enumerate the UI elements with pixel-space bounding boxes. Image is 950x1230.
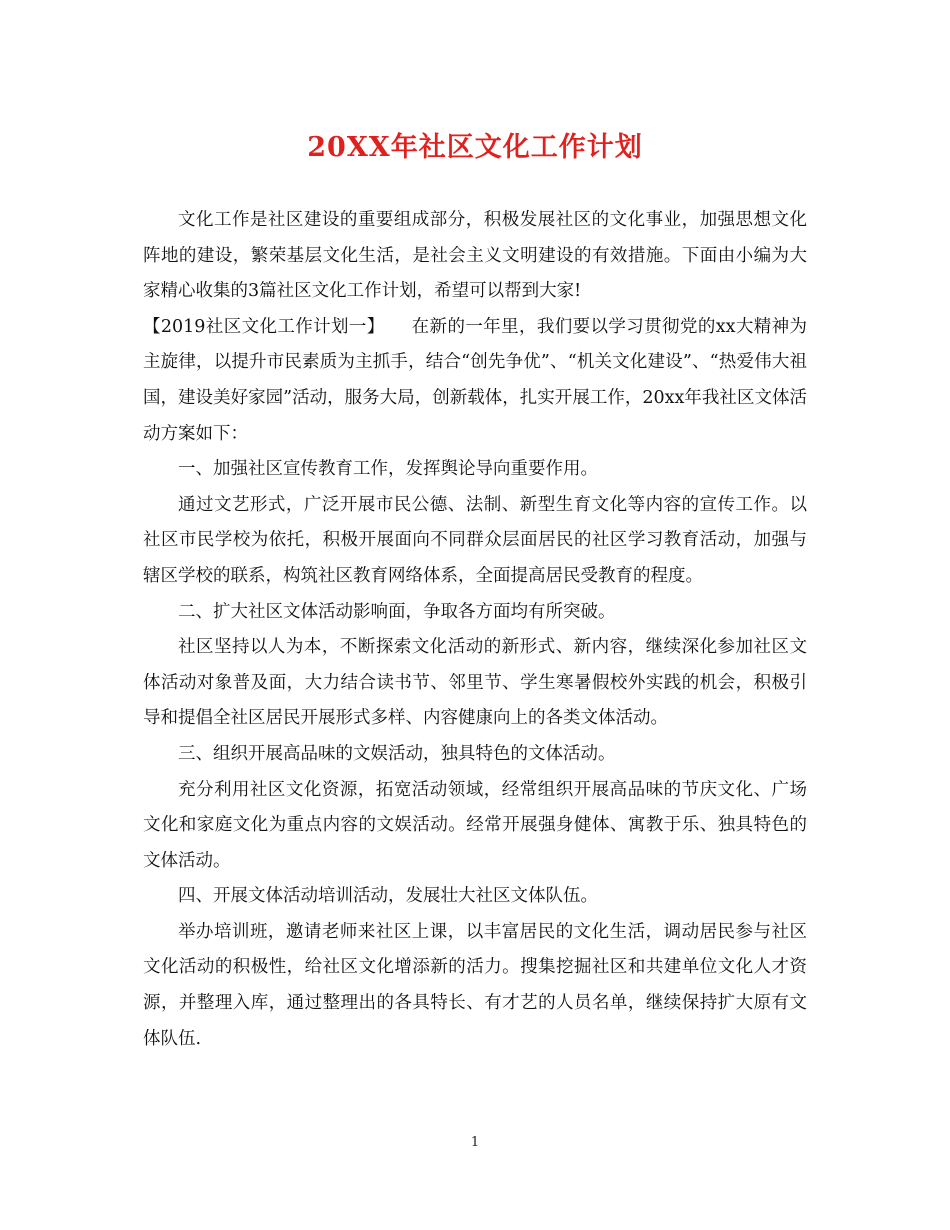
section-heading-2: 二、扩大社区文体活动影响面，争取各方面均有所突破。: [178, 601, 616, 622]
page-number: 1: [470, 1135, 480, 1150]
section-heading-4: 四、开展文体活动培训活动，发展壮大社区文体队伍。: [178, 886, 598, 907]
section-paragraph-2: 社区坚持以人为本，不断探索文化活动的新形式、新内容，继续深化参加社区文体活动对象普及面，大力结合读书节、邻里节、学生寒暑假校外实践的机会，积极引导和提倡全社区居民开展形式多样、内容健康向上的各类文体活动。: [143, 637, 807, 729]
section-heading-1: 一、加强社区宣传教育工作，发挥舆论导向重要作用。: [178, 459, 598, 480]
section-paragraph-1: 通过文艺形式，广泛开展市民公德、法制、新型生育文化等内容的宣传工作。以社区市民学校为依托，积极开展面向不同群众层面居民的社区学习教育活动，加强与辖区学校的联系，构筑社区教育网络体系，全面提高居民受教育的程度。: [143, 494, 807, 586]
plan-one-paragraph: 【2019社区文化工作计划一】 在新的一年里，我们要以学习贯彻党的xx大精神为主旋律，以提升市民素质为主抓手，结合“创先争优”、“机关文化建设”、“热爱伟大祖国，建设美好家园”活动，服务大局，创新载体，扎实开展工作，20xx年我社区文体活动方案如下：: [143, 316, 807, 444]
document-body: [143, 203, 807, 1057]
section-paragraph-3: 充分利用社区文化资源，拓宽活动领域，经常组织开展高品味的节庆文化、广场文化和家庭文化为重点内容的文娱活动。经常开展强身健体、寓教于乐、独具特色的文体活动。: [143, 779, 807, 871]
section-paragraph-4: 举办培训班，邀请老师来社区上课，以丰富居民的文化生活，调动居民参与社区文化活动的积极性，给社区文化增添新的活力。搜集挖掘社区和共建单位文化人才资源，并整理入库，通过整理出的各具特长、有才艺的人员名单，继续保持扩大原有文体队伍.: [143, 921, 807, 1049]
document-title: 20XX年社区文化工作计划: [307, 132, 643, 163]
section-heading-3: 三、组织开展高品味的文娱活动，独具特色的文体活动。: [178, 743, 616, 764]
intro-paragraph: 文化工作是社区建设的重要组成部分，积极发展社区的文化事业，加强思想文化阵地的建设，繁荣基层文化生活，是社会主义文明建设的有效措施。下面由小编为大家精心收集的3篇社区文化工作计划，希望可以帮到大家!: [143, 210, 807, 302]
